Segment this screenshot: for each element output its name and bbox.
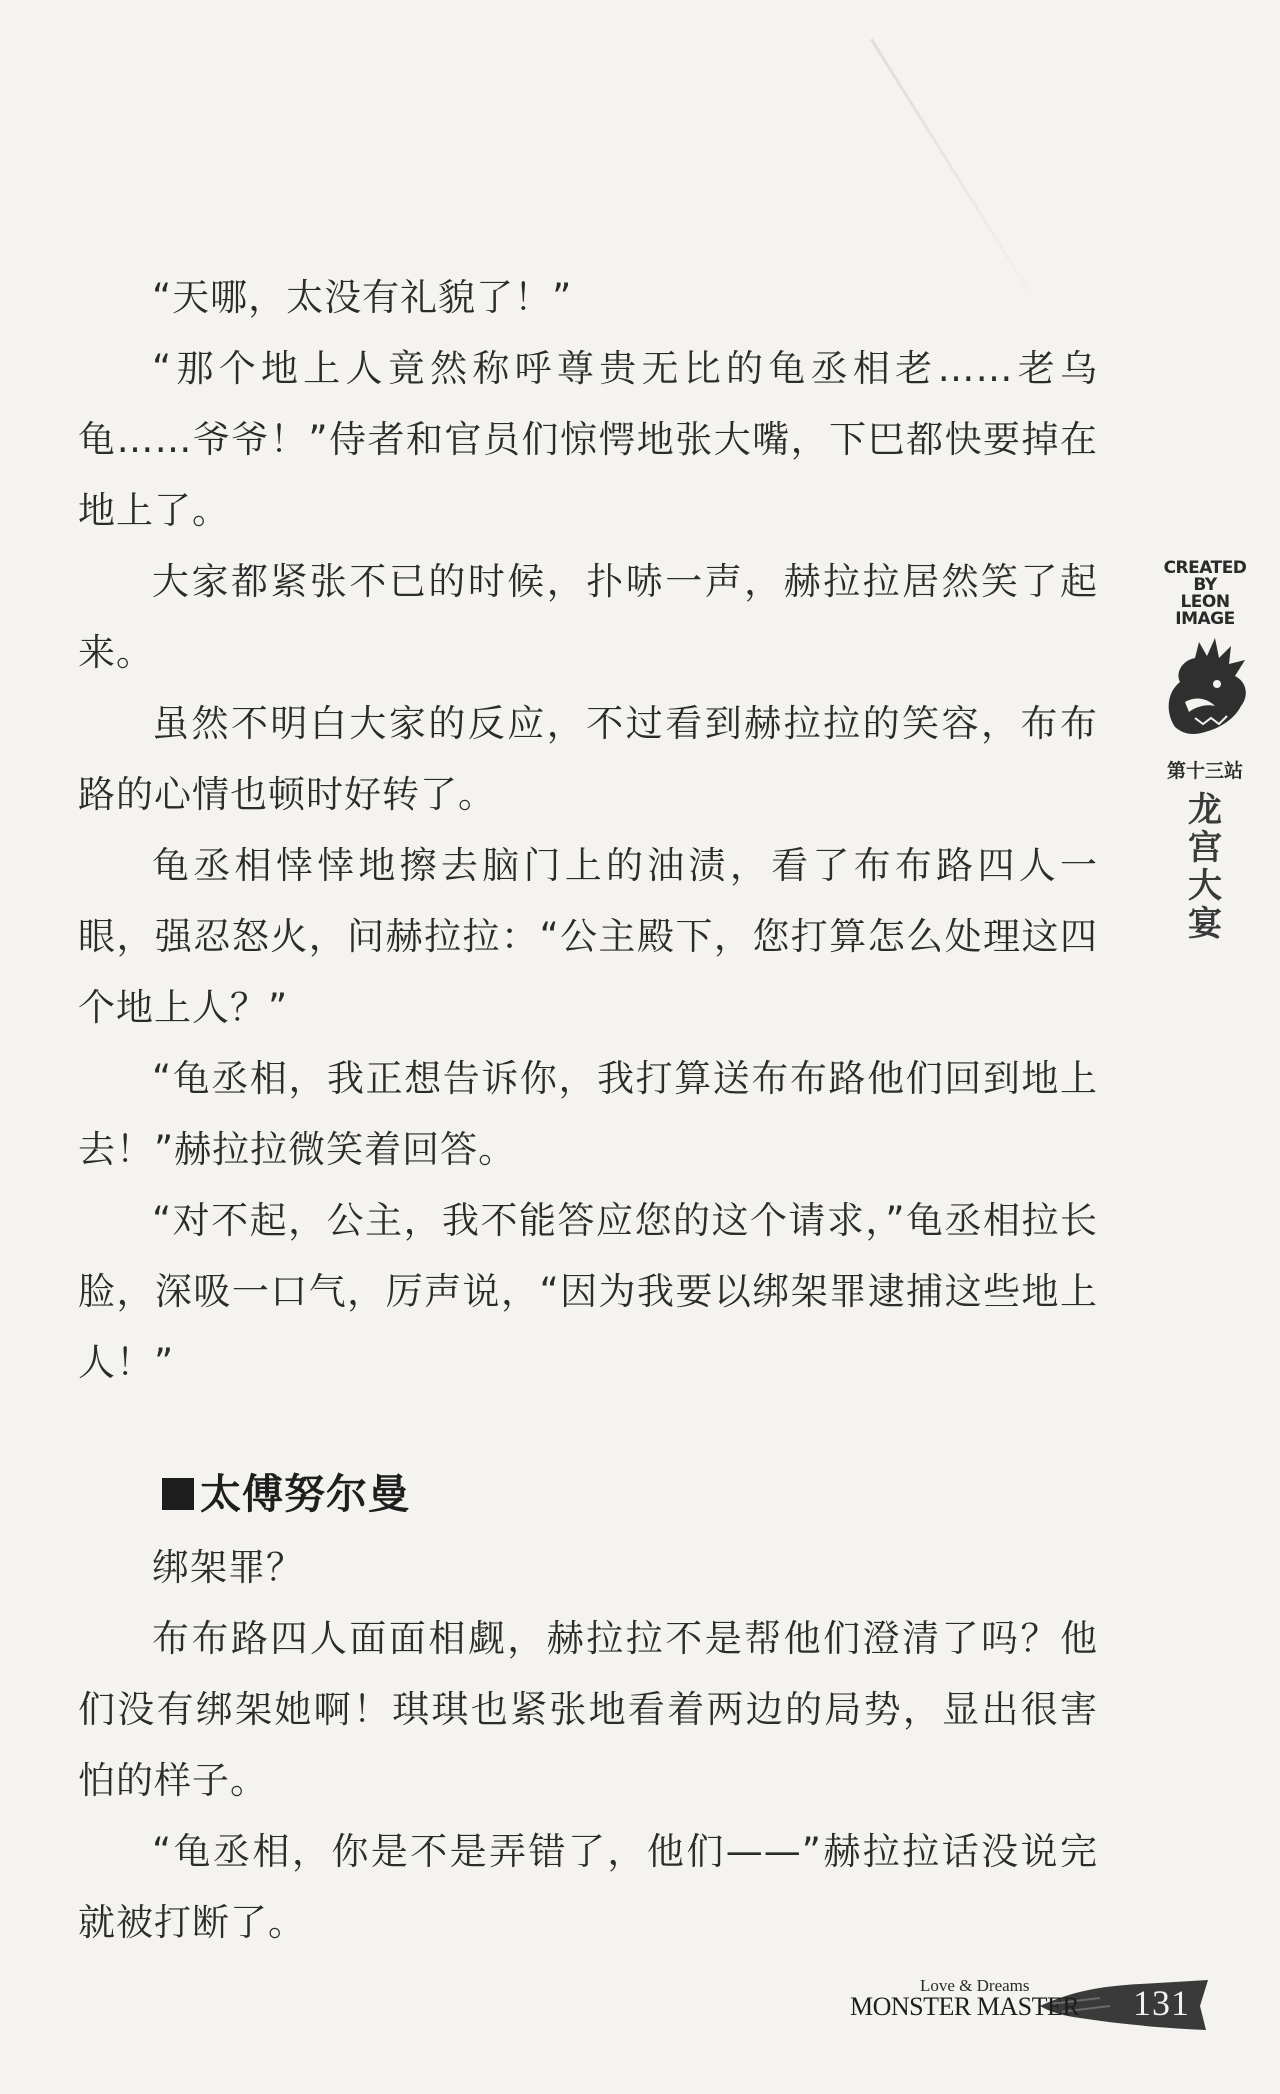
paragraph: 大家都紧张不已的时候，扑哧一声，赫拉拉居然笑了起来。 [78, 560, 1098, 674]
paragraph-group-1 [78, 262, 1098, 1398]
chapter-sidebar [1150, 560, 1260, 943]
dragon-head-icon [1155, 632, 1255, 742]
paragraph-group-2 [78, 1532, 1098, 1958]
page-number: 131 [1133, 1983, 1190, 2023]
paragraph: 布布路四人面面相觑，赫拉拉不是帮他们澄清了吗？他们没有绑架她啊！琪琪也紧张地看着两边的局势，显出很害怕的样子。 [78, 1617, 1098, 1802]
paragraph: “龟丞相，你是不是弄错了，他们——”赫拉拉话没说完就被打断了。 [78, 1830, 1098, 1944]
paragraph: 虽然不明白大家的反应，不过看到赫拉拉的笑容，布布路的心情也顿时好转了。 [78, 702, 1098, 816]
series-title: MONSTER MASTER [850, 1992, 1080, 2021]
body-text [78, 262, 1098, 1958]
credit-line: LEON [1180, 592, 1230, 612]
paragraph: “那个地上人竟然称呼尊贵无比的龟丞相老……老乌龟……爷爷！”侍者和官员们惊愕地张大嘴，下巴都快要掉在地上了。 [78, 347, 1098, 532]
paragraph: 龟丞相悻悻地擦去脑门上的油渍，看了布布路四人一眼，强忍怒火，问赫拉拉：“公主殿下，您打算怎么处理这四个地上人？” [78, 844, 1098, 1029]
chapter-title: 龙宫大宴 [1188, 790, 1222, 944]
section-heading-text: 太傅努尔曼 [200, 1470, 410, 1518]
chapter-number: 第十三站 [1166, 760, 1243, 782]
credit-line: BY [1193, 575, 1217, 595]
black-square-icon [162, 1478, 194, 1510]
credit-line: IMAGE [1175, 609, 1235, 629]
paragraph: 绑架罪？ [152, 1546, 304, 1589]
series-tagline: Love & Dreams [920, 1976, 1030, 1995]
credit-line: CREATED [1163, 558, 1247, 578]
page-footer [850, 1972, 1220, 2042]
paragraph: “对不起，公主，我不能答应您的这个请求，”龟丞相拉长脸，深吸一口气，厉声说，“因为我要以绑架罪逮捕这些地上人！” [78, 1199, 1098, 1384]
section-heading [162, 1464, 1098, 1524]
paragraph: “龟丞相，我正想告诉你，我打算送布布路他们回到地上去！”赫拉拉微笑着回答。 [78, 1057, 1098, 1171]
created-by-credit [1150, 560, 1260, 628]
paragraph: “天哪，太没有礼貌了！” [152, 276, 573, 319]
